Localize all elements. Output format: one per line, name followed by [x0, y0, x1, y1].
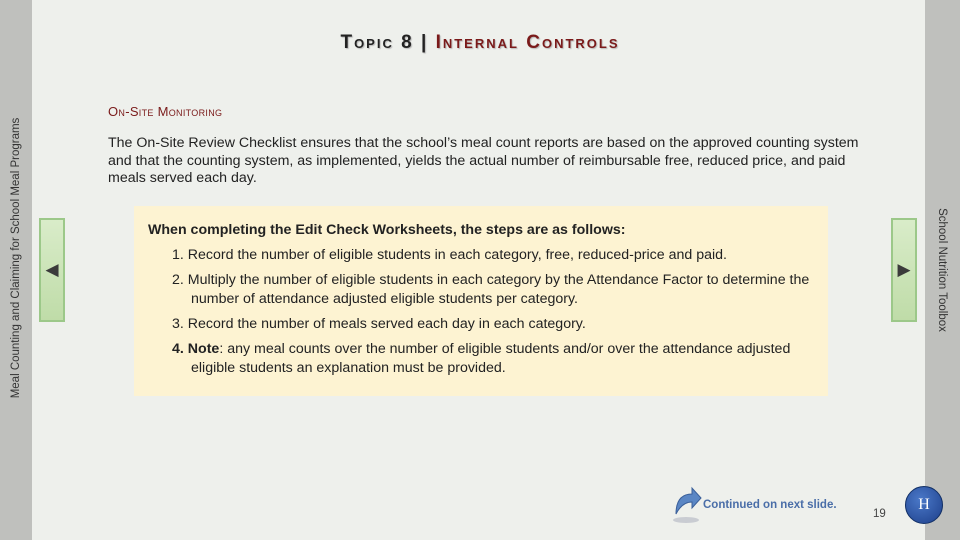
- step-text: Multiply the number of eligible students in each category by the Attendance Factor to determine the number of attendance adjusted eligible students per category.: [187, 272, 810, 307]
- right-arrow-icon: ▶: [897, 260, 911, 279]
- step-item: [148, 340, 812, 378]
- previous-slide-button[interactable]: [39, 218, 65, 322]
- title-prefix: Topic 8: [340, 32, 414, 53]
- intro-paragraph: The On-Site Review Checklist ensures that the school’s meal count reports are based on the approved counting system and that the counting system, as implemented, yields the actual number of reimbursable free, reduced price, and paid meals served each day.: [108, 135, 859, 186]
- left-arrow-icon: ◀: [45, 260, 59, 279]
- step-number: 1.: [172, 247, 184, 263]
- step-item: [148, 315, 812, 334]
- continued-link[interactable]: [670, 484, 870, 524]
- home-label: H: [918, 496, 930, 513]
- step-number: 2.: [172, 272, 184, 288]
- left-sidebar-label: Meal Counting and Claiming for School Meal Programs: [10, 117, 22, 399]
- curved-arrow-icon: [670, 484, 702, 524]
- title-main: Internal Controls: [435, 32, 620, 53]
- right-sidebar-label: School Nutrition Toolbox: [936, 208, 948, 332]
- title-separator: |: [413, 32, 436, 53]
- step-item: [148, 271, 812, 309]
- continued-text: Continued on next slide.: [703, 499, 837, 511]
- home-button[interactable]: [905, 486, 943, 524]
- next-slide-button[interactable]: [891, 218, 917, 322]
- section-subheading: On-Site Monitoring: [108, 104, 223, 119]
- step-number: 4.: [172, 341, 184, 357]
- step-number: 3.: [172, 316, 184, 332]
- step-text: Record the number of eligible students in each category, free, reduced-price and paid.: [187, 247, 727, 263]
- step-text: : any meal counts over the number of eligible students and/or over the attendance adjusted eligible students an explanation must be provided.: [191, 341, 791, 376]
- page-title: [0, 32, 960, 54]
- step-item: [148, 246, 812, 265]
- slide-number: 19: [873, 508, 886, 520]
- note-label: Note: [187, 341, 220, 357]
- steps-box: [134, 206, 828, 396]
- steps-heading: When completing the Edit Check Worksheets, the steps are as follows:: [148, 222, 626, 238]
- step-text: Record the number of meals served each day in each category.: [187, 316, 586, 332]
